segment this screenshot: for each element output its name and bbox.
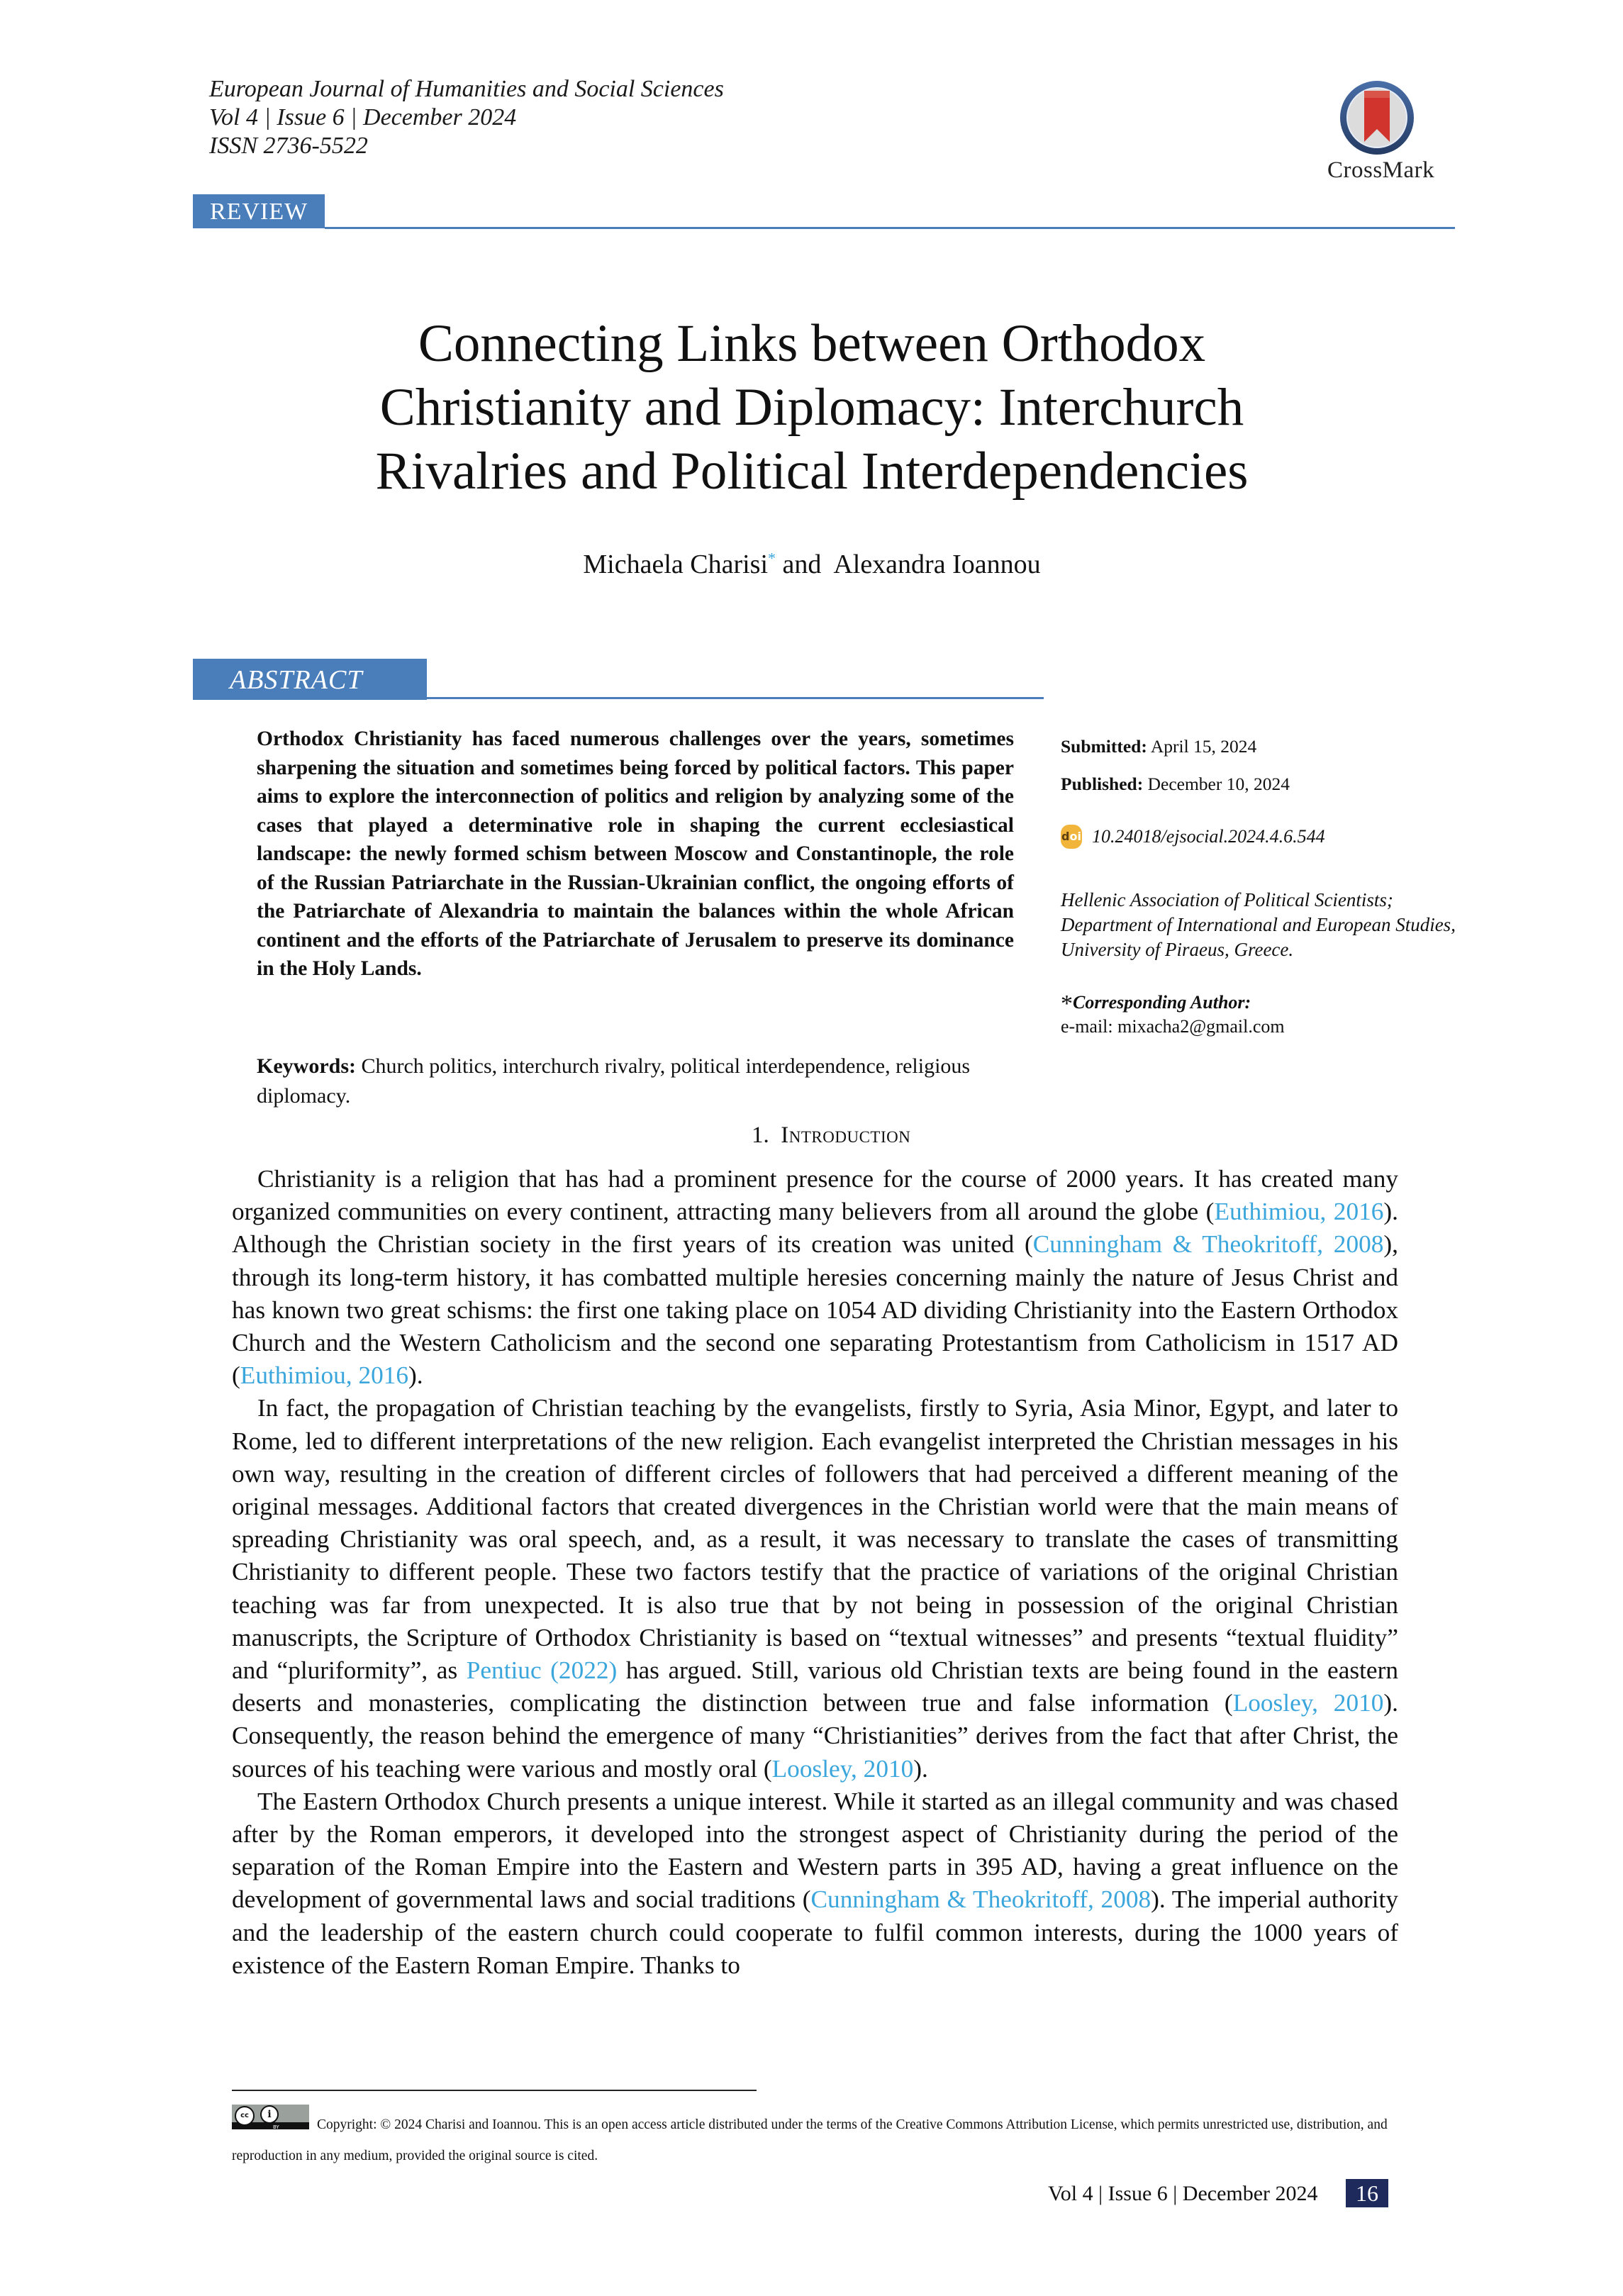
doi-icon: doi [1061, 825, 1082, 849]
corresponding-author [1061, 991, 1285, 1038]
citation-link[interactable]: Euthimiou, 2016 [240, 1361, 409, 1390]
text-run: In fact, the propagation of Christian teaching by the evangelists, firstly to Syria, Asia Minor, Egypt, and later to Rome, led to different interpretations of the new religion. Each evangelist interpreted the Christian messages in his own way, resulting in the creation of different circles of followers that had perceived a different meaning of the original messages. Additional factors that created divergences in the Christian world were that the main means of spreading Christianity was oral speech, and, as a result, it was necessary to translate the cases of transmitting Christianity to different people. These two factors testify that the practice of variations of the original Christian teaching was far from unexpected. It is also true that by not being in possession of the original Christian manuscripts, the Scripture of Orthodox Christianity is based on “textual witnesses” and presents “textual fluidity” and “pluriformity”, as [232, 1394, 1398, 1685]
text-run: Christianity is a religion that has had a prominent presence for the course of 2000 years. It has created many organized communities on every continent, attracting many believers from all around the globe ( [232, 1165, 1398, 1226]
text-run: ), through its long-term history, it has combatted multiple heresies concerning mainly the nature of Jesus Christ and has known two great schisms: the first one taking place on 1054 AD dividing Christianity into the Eastern Orthodox Church and the Western Catholicism and the second one separating Protestantism from Catholicism in 1517 AD ( [232, 1230, 1398, 1390]
text-run: ). Although the Christian society in the first years of its creation was united ( [232, 1198, 1398, 1259]
footnote-divider [232, 2090, 757, 2091]
abstract-divider [427, 697, 1044, 699]
corresponding-email[interactable]: e-mail: mixacha2@gmail.com [1061, 1016, 1285, 1037]
footer-issue-line: Vol 4 | Issue 6 | December 2024 [1048, 2182, 1318, 2205]
text-run: ). Consequently, the reason behind the emergence of many “Christianities” derives from the fact that after Christ, the sources of his teaching were various and mostly oral ( [232, 1689, 1398, 1783]
published-date [1061, 774, 1290, 795]
text-run: ). [913, 1754, 928, 1783]
submitted-value: April 15, 2024 [1147, 736, 1257, 757]
author-joiner: and [776, 550, 834, 579]
published-value: December 10, 2024 [1143, 774, 1290, 794]
citation-link[interactable]: Euthimiou, 2016 [1214, 1198, 1384, 1226]
journal-issn: ISSN 2736-5522 [209, 133, 368, 159]
crossmark-label: CrossMark [1327, 157, 1435, 183]
paragraph [232, 1785, 1398, 1982]
abstract-body: Orthodox Christianity has faced numerous challenges over the years, sometimes sharpening the situation and sometimes being forced by political factors. This paper aims to explore the interconnection of politics and religion by analyzing some of the cases that played a determinative role in shaping the current ecclesiastical landscape: the newly formed schism between Moscow and Constantinople, the role of the Russian Patriarchate in the Russian-Ukrainian conflict, the ongoing efforts of the Patriarchate of Alexandria to maintain the balances within the whole African continent and the efforts of the Patriarchate of Jerusalem to preserve its dominance in the Holy Lands. [257, 728, 1014, 980]
paragraph [232, 1163, 1398, 1392]
title-line: Christianity and Diplomacy: Interchurch [379, 378, 1244, 437]
paragraph [232, 1392, 1398, 1785]
attribution-icon: i [260, 2105, 279, 2124]
corresponding-author-marker[interactable]: * [768, 549, 776, 567]
keywords [257, 1052, 1014, 1111]
corresponding-label: Corresponding Author: [1073, 992, 1251, 1013]
section-heading-introduction [752, 1122, 910, 1149]
text-run: The Eastern Orthodox Church presents a unique interest. While it started as an illegal community and was chased after by the Roman emperors, it developed into the strongest aspect of Christianity during the period of the separation of the Roman Empire into the Eastern and Western parts in 395 AD, having a great influence on the development of governmental laws and social traditions ( [232, 1787, 1398, 1914]
author-name: Michaela Charisi [583, 550, 769, 579]
text-run: has argued. Still, various old Christian texts are being found in the eastern deserts and monasteries, complicating the distinction between true and false information ( [232, 1656, 1398, 1717]
copyright-notice: Copyright: © 2024 Charisi and Ioannou. This is an open access article distributed under the terms of the Creative Commons Attribution License, which permits unrestricted use, distribution, and reproduction in any medium, provided the original source is cited. [232, 2117, 1388, 2163]
author-list [213, 549, 1411, 580]
submitted-label: Submitted: [1061, 736, 1147, 757]
introduction-body [232, 1163, 1398, 1982]
title-line: Connecting Links between Orthodox [418, 314, 1206, 373]
text-run: ). [408, 1361, 423, 1390]
citation-link[interactable]: Loosley, 2010 [771, 1754, 914, 1783]
by-label-icon: BY [273, 2124, 279, 2130]
page-number: 16 [1346, 2179, 1388, 2207]
citation-link[interactable]: Cunningham & Theokritoff, 2008 [1032, 1230, 1384, 1259]
doi-value[interactable]: 10.24018/ejsocial.2024.4.6.544 [1092, 826, 1325, 847]
journal-volume-issue: Vol 4 | Issue 6 | December 2024 [209, 104, 517, 130]
citation-link[interactable]: Cunningham & Theokritoff, 2008 [810, 1885, 1151, 1914]
header-divider [325, 227, 1455, 229]
submitted-date [1061, 736, 1256, 757]
crossmark-badge[interactable] [1327, 79, 1435, 184]
title-line: Rivalries and Political Interdependencies [375, 442, 1249, 501]
crossmark-icon [1339, 79, 1415, 156]
published-label: Published: [1061, 774, 1144, 794]
journal-header [209, 75, 724, 160]
keywords-list: Church politics, interchurch rivalry, political interdependence, religious diplomacy. [257, 1054, 971, 1108]
doi-link[interactable] [1061, 825, 1325, 849]
author-affiliation: Hellenic Association of Political Scientists; Department of International and European Studies, University of Piraeus, Greece. [1061, 889, 1456, 960]
citation-link[interactable]: Pentiuc (2022) [466, 1656, 618, 1685]
asterisk-marker: * [1061, 991, 1073, 1017]
section-title: Introduction [781, 1122, 911, 1148]
author-name: Alexandra Ioannou [833, 550, 1041, 579]
keywords-label: Keywords: [257, 1054, 356, 1078]
journal-name: European Journal of Humanities and Social Sciences [209, 76, 724, 102]
article-title [213, 312, 1411, 503]
abstract-heading: ABSTRACT [193, 659, 427, 700]
text-run: ). The imperial authority and the leadership of the eastern church could cooperate to fulfil common interests, during the 1000 years of existence of the Eastern Roman Empire. Thanks to [232, 1885, 1399, 1979]
cc-icon: cc [235, 2106, 255, 2126]
citation-link[interactable]: Loosley, 2010 [1232, 1689, 1384, 1717]
article-type-tag: REVIEW [193, 194, 325, 228]
section-number: 1. [752, 1122, 769, 1148]
